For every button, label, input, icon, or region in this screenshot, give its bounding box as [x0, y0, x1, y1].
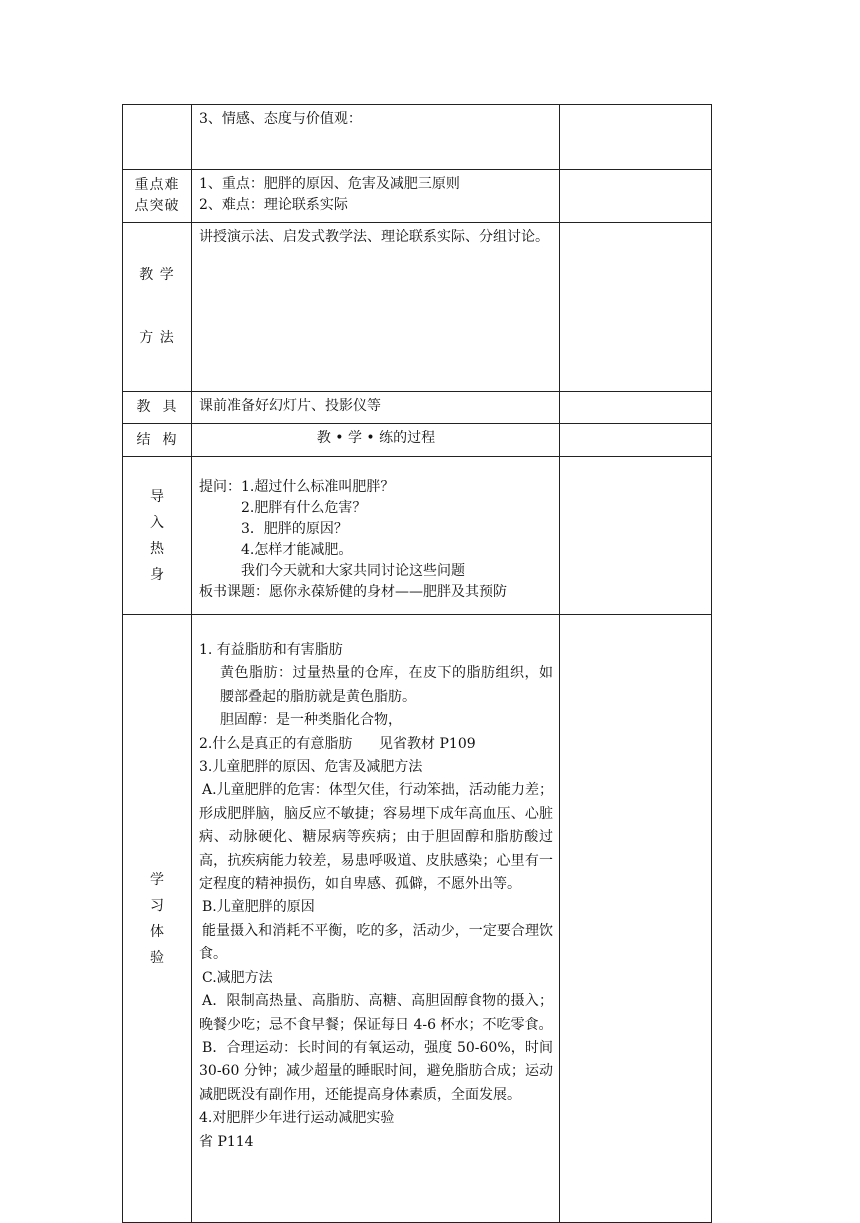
difficult-point-line: 2、难点：理论联系实际 — [199, 197, 348, 213]
study-harm-text: A.儿童肥胖的危害：体型欠佳，行动笨拙，活动能力差；形成肥胖脑，脑反应不敏捷；容易埋下成年高血压、心脏病、动脉硬化、糖尿病等疾病；由于胆固醇和脂肪酸过高，抗疾病能力较差，易患呼吸道、皮肤感染；心里有一定程度的精神损伤，如自卑感、孤僻，不愿外出等。 — [199, 782, 553, 893]
key-points-label: 重点难 点突破 — [123, 170, 192, 223]
warmup-board-title: 板书课题：愿你永葆矫健的身材——肥胖及其预防 — [199, 584, 507, 600]
warmup-notes-cell — [560, 457, 712, 615]
warmup-question-1: 提问：1.超过什么标准叫肥胖？ — [199, 479, 395, 495]
study-notes-cell — [560, 615, 712, 1223]
warmup-label: 导 入 热 身 — [123, 457, 192, 615]
structure-notes-cell — [560, 424, 712, 457]
emotion-content-cell — [192, 105, 560, 170]
study-cause-title: B.儿童肥胖的原因 — [202, 899, 315, 916]
key-points-notes-cell — [560, 170, 712, 223]
study-method-title: C.减肥方法 — [202, 969, 273, 986]
study-item-1-title: 1. 有益脂肪和有害脂肪 — [199, 642, 343, 658]
study-method-b: B．合理运动：长时间的有氧运动，强度 50-60%，时间 30-60 分钟；减少超量的睡眠时间，避免脂肪合成；运动减肥既没有副作用，还能提高身体素质，全面发展。 — [199, 1039, 553, 1103]
row-key-points — [123, 170, 712, 223]
study-yellow-fat: 黄色脂肪：过量热量的仓库，在皮下的脂肪组织，如腰部叠起的脂肪就是黄色脂肪。 — [220, 665, 553, 705]
warmup-question-4: 4.怎样才能减肥。 — [241, 542, 353, 558]
warmup-intro: 我们今天就和大家共同讨论这些问题 — [241, 563, 465, 579]
study-cholesterol: 胆固醇：是一种类脂化合物， — [220, 712, 402, 729]
row-study — [123, 615, 712, 1223]
row-emotion — [123, 105, 712, 170]
method-content — [192, 223, 560, 392]
study-item-3: 3.儿童肥胖的原因、危害及减肥方法 — [199, 759, 423, 776]
structure-label: 结 构 — [123, 424, 192, 457]
warmup-question-3: 3．肥胖的原因？ — [241, 521, 348, 537]
tools-notes-cell — [560, 392, 712, 424]
emotion-notes-cell — [560, 105, 712, 170]
warmup-content — [192, 457, 560, 615]
study-label: 学 习 体 验 — [123, 615, 192, 1223]
tools-label: 教 具 — [123, 392, 192, 424]
method-text: 讲授演示法、启发式教学法、理论联系实际、分组讨论。 — [199, 229, 549, 245]
row-tools — [123, 392, 712, 424]
study-content — [192, 615, 560, 1223]
emotion-line: 3、情感、态度与价值观： — [199, 111, 362, 127]
row-warmup — [123, 457, 712, 615]
method-notes-cell — [560, 223, 712, 392]
key-points-content — [192, 170, 560, 223]
study-item-2: 2.什么是真正的有意脂肪 见省教材 P109 — [199, 735, 476, 752]
row-method — [123, 223, 712, 392]
structure-content: 教 • 学 • 练的过程 — [192, 424, 560, 457]
study-item-4: 4.对肥胖少年进行运动减肥实验 — [199, 1110, 395, 1127]
key-point-line: 1、重点：肥胖的原因、危害及减肥三原则 — [199, 176, 460, 192]
study-item-4-ref: 省 P114 — [199, 1133, 254, 1150]
lesson-plan-table — [122, 104, 712, 1223]
tools-text: 课前准备好幻灯片、投影仪等 — [199, 398, 381, 414]
warmup-question-2: 2.肥胖有什么危害？ — [241, 500, 367, 516]
row-structure — [123, 424, 712, 457]
study-method-a: A．限制高热量、高脂肪、高糖、高胆固醇食物的摄入；晚餐少吃；忌不食早餐；保证每日 4-6 杯水；不吃零食。 — [199, 993, 553, 1033]
emotion-label-cell — [123, 105, 192, 170]
study-cause-text: 能量摄入和消耗不平衡，吃的多，活动少，一定要合理饮食。 — [199, 922, 553, 963]
method-label: 教 学 方 法 — [123, 223, 192, 392]
tools-content — [192, 392, 560, 424]
